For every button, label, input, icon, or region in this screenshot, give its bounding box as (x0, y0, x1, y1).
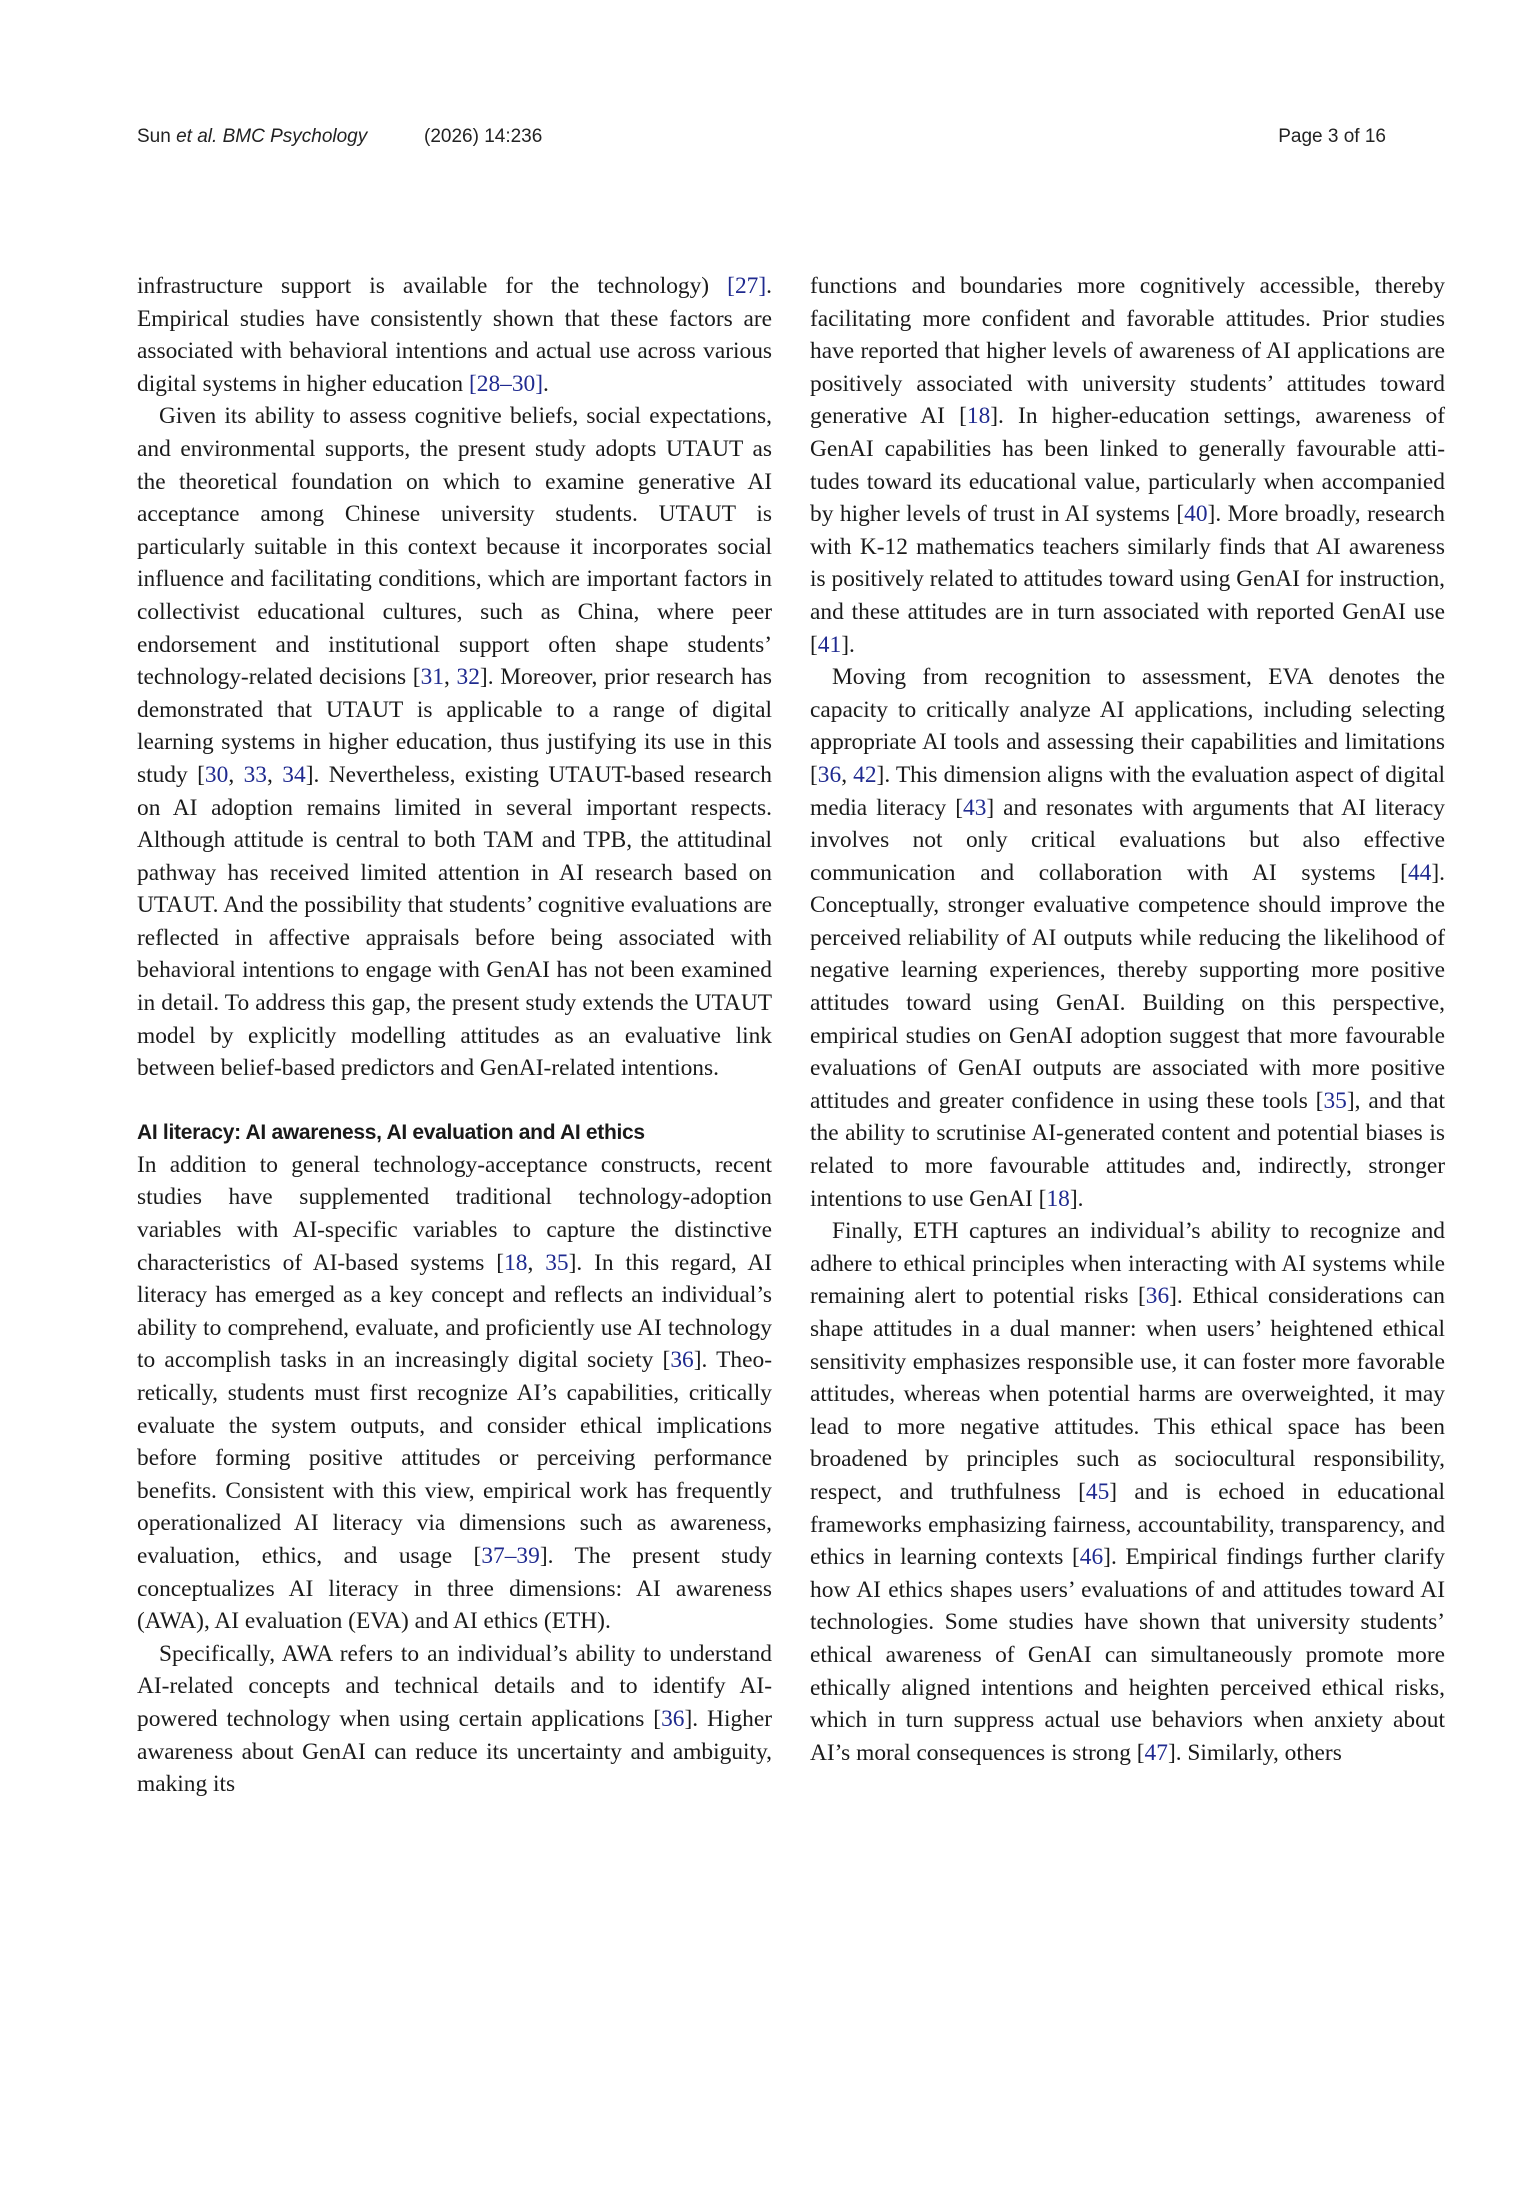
citation-link[interactable]: 33 (243, 761, 267, 788)
citation-link[interactable]: 40 (1184, 501, 1208, 528)
citation-link[interactable]: 43 (963, 794, 987, 821)
paragraph: Moving from recognition to assessment, EVA denotes the capacity to critically analyze AI applications, including selecting appropriate AI tools and assessing their capabilities and limitations [36, 42]. This dimension aligns with the evaluation aspect of digital media literacy [43] and resonates with arguments that AI literacy involves not only critical evaluations but also effective communication and collaboration with AI systems [44]. Conceptually, stronger evaluative competence should improve the perceived reliability of AI outputs while reducing the likelihood of negative learning experiences, thereby supporting more positive attitudes toward using GenAI. Building on this perspective, empirical studies on GenAI adoption suggest that more favourable evaluations of GenAI outputs are associated with more positive attitudes and greater confidence in using these tools [35], and that the ability to scrutinise AI-generated content and potential biases is related to more favourable attitudes and, indirectly, stronger intentions to use GenAI [18]. (810, 664, 1445, 1212)
citation-link[interactable]: 18 (504, 1249, 528, 1276)
authors: Sun (137, 126, 171, 147)
paragraph: functions and boundaries more cognitively accessible, thereby facilitating more confident and favorable attitudes. Prior studies have reported that higher levels of awareness of AI applications are positively associated with university students’ attitudes toward generative AI [18]. In higher-education settings, awareness of GenAI capabilities has been linked to generally favourable attitudes toward its educational value, particularly when accompanied by higher levels of trust in AI systems [40]. More broadly, research with K-12 mathematics teachers similarly finds that AI awareness is positively related to attitudes toward using GenAI for instruction, and these attitudes are in turn associated with reported GenAI use [41]. (810, 273, 1446, 658)
paragraph: infrastructure support is available for the technology) [27]. Empirical studies have consistently shown that these factors are associated with behavioral intentions and actual use across various digital systems in higher education [28–30]. (137, 273, 772, 397)
article-authors-journal (137, 126, 367, 148)
running-head (137, 126, 1444, 150)
citation-link[interactable]: 32 (456, 664, 480, 691)
citation-link[interactable]: 35 (545, 1249, 569, 1276)
paragraph: In addition to general technology-acceptance constructs, recent studies have supplemented traditional technology-adoption variables with AI-specific variables to capture the distinctive characteristics of AI-based systems [18, 35]. In this regard, AI literacy has emerged as a key concept and reflects an individual’s ability to comprehend, evaluate, and proficiently use AI technology to accomplish tasks in an increasingly digital society [36]. Theoretically, students must first recognize AI’s capabilities, critically evaluate the system outputs, and consider ethical implications before forming positive attitudes or perceiving performance benefits. Consistent with this view, empirical work has frequently operationalized AI literacy via dimensions such as awareness, evaluation, ethics, and usage [37–39]. The present study conceptualizes AI literacy in three dimensions: AI awareness (AWA), AI evaluation (EVA) and AI ethics (ETH). (137, 1151, 773, 1635)
citation-link[interactable]: 36 (670, 1347, 694, 1374)
citation-link[interactable]: 47 (1144, 1739, 1168, 1766)
page-number: Page 3 of 16 (1278, 126, 1386, 147)
citation-link[interactable]: 18 (966, 403, 991, 430)
citation-link[interactable]: 37–39 (481, 1542, 540, 1569)
et-al: et al. (176, 126, 218, 147)
citation-link[interactable]: 30 (204, 761, 229, 788)
right-column (810, 270, 1445, 1769)
citation-link[interactable]: 41 (817, 631, 842, 658)
volume-citation: (2026) 14:236 (424, 126, 543, 147)
paragraph: Finally, ETH captures an individual’s ability to recognize and adhere to ethical principles when interacting with AI systems while remaining alert to potential risks [36]. Ethical considerations can shape attitudes in a dual manner: when users’ heightened ethical sensitivity emphasizes responsible use, it can foster more favorable attitudes, whereas when potential harms are overweighted, it may lead to more negative attitudes. This ethical space has been broadened by principles such as sociocultural responsibility, respect, and truthfulness [45] and is echoed in educational frameworks emphasizing fairness, accountability, transparency, and ethics in learning contexts [46]. Empirical findings further clarify how AI ethics shapes users’ evaluations of and attitudes toward AI technologies. Some studies have shown that university students’ ethical awareness of GenAI can simultaneously promote more ethically aligned intentions and heighten perceived ethical risks, which in turn suppress actual use behaviors when anxiety about AI’s moral consequences is strong [47]. Similarly, others (810, 1218, 1445, 1766)
citation-link[interactable]: 36 (661, 1705, 685, 1732)
citation-link[interactable]: 46 (1079, 1544, 1104, 1571)
section-heading: AI literacy: AI awareness, AI evaluation and AI ethics (137, 1120, 645, 1144)
journal-name: BMC Psychology (222, 126, 368, 147)
paragraph: Given its ability to assess cognitive beliefs, social expectations, and environmental supports, the present study adopts UTAUT as the theoretical foundation on which to examine generative AI acceptance among Chinese university students. UTAUT is particularly suitable in this context because it incorporates social influence and facilitating conditions, which are important factors in collectivist educational cultures, such as China, where peer endorsement and institutional support often shape students’ technology-related decisions [31, 32]. Moreover, prior research has demonstrated that UTAUT is applicable to a range of digital learning systems in higher education, thus justifying its use in this study [30, 33, 34]. Nevertheless, existing UTAUT-based research on AI adoption remains limited in several important respects. Although attitude is central to both TAM and TPB, the attitudinal pathway has received limited attention in AI research based on UTAUT. And the possibility that students’ cognitive evaluations are reflected in affective appraisals before being associated with behavioral intentions to engage with GenAI has not been examined in detail. To address this gap, the present study extends the UTAUT model by explicitly modelling attitudes as an evaluative link between belief-based predictors and GenAI-related intentions. (137, 403, 772, 1082)
citation-link[interactable]: 42 (853, 761, 877, 788)
citation-link[interactable]: 36 (817, 761, 842, 788)
left-column (137, 270, 772, 1801)
citation-link[interactable]: 44 (1407, 859, 1432, 886)
citation-link[interactable]: 36 (1145, 1283, 1170, 1310)
citation-link[interactable]: 31 (420, 664, 444, 691)
paragraph: Specifically, AWA refers to an individual’s ability to understand AI-related concepts and technical details and to identify AI-powered technology when using certain applications [36]. Higher awareness about GenAI can reduce its uncertainty and ambiguity, making its (137, 1640, 773, 1798)
citation-link[interactable]: 35 (1323, 1087, 1347, 1114)
citation-link[interactable]: 34 (282, 761, 306, 788)
citation-link[interactable]: 45 (1085, 1478, 1110, 1505)
citation-link[interactable]: 18 (1046, 1185, 1070, 1212)
citation-link[interactable]: [28–30] (468, 370, 544, 397)
citation-link[interactable]: [27] (727, 273, 767, 299)
